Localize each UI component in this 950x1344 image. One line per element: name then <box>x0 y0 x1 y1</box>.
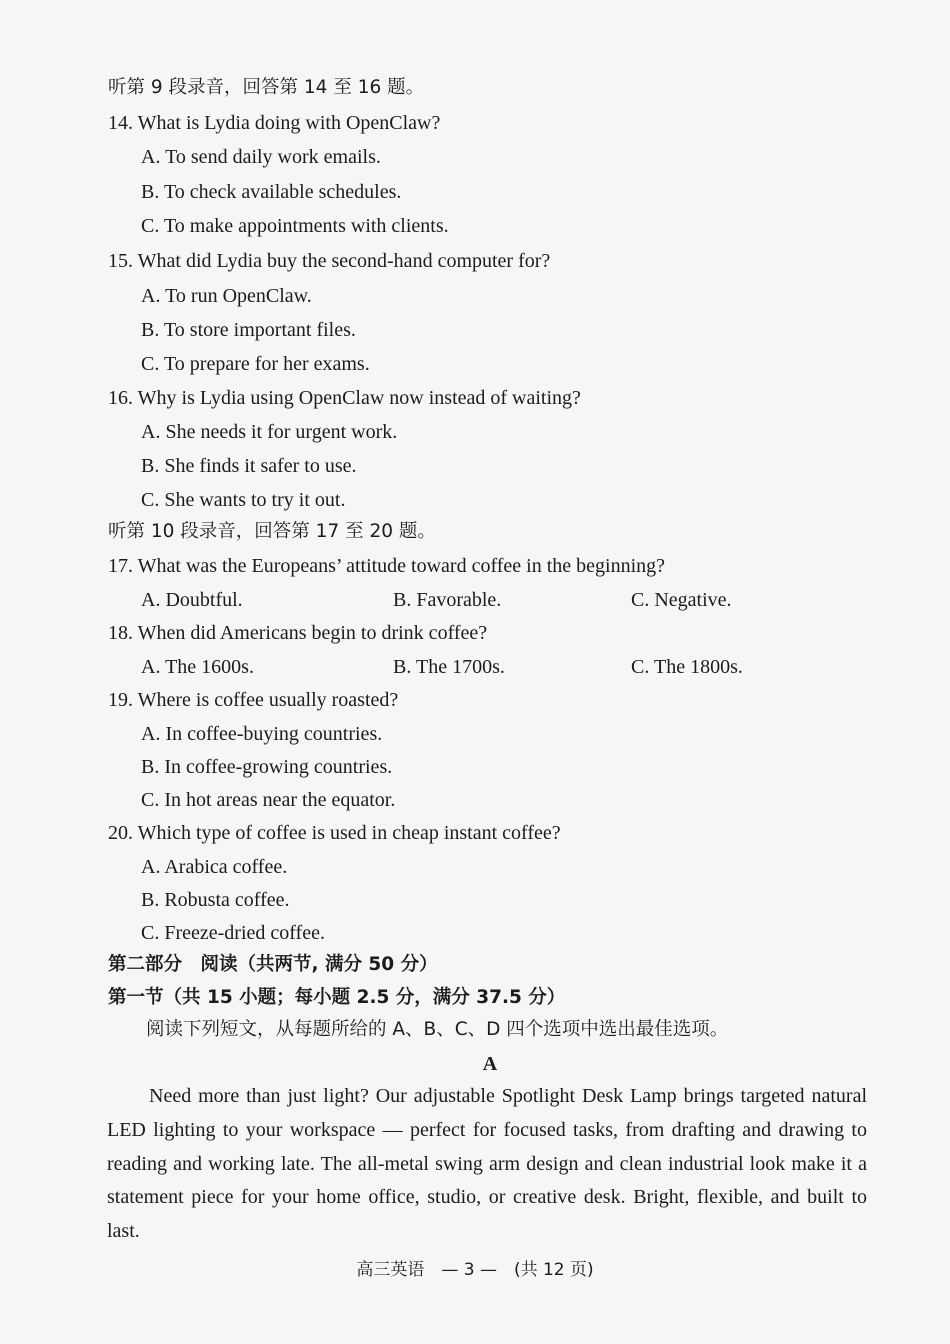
question-number: 17. <box>108 555 133 577</box>
part-two-title: 第二部分 阅读（共两节, 满分 50 分） <box>108 954 438 975</box>
reading-instruction: 阅读下列短文，从每题所给的 A、B、C、D 四个选项中选出最佳选项。 <box>146 1019 729 1040</box>
listening-section-header: 听第 9 段录音，回答第 14 至 16 题。 <box>108 77 425 98</box>
option-14-a: A. To send daily work emails. <box>141 146 381 168</box>
question-text: What was the Europeans’ attitude toward coffee in the beginning? <box>137 555 666 577</box>
question-14 <box>108 111 440 135</box>
option-14-b: B. To check available schedules. <box>141 181 402 203</box>
question-text: When did Americans begin to drink coffee? <box>137 622 488 644</box>
option-19-c: C. In hot areas near the equator. <box>141 789 396 811</box>
option-20-b: B. Robusta coffee. <box>141 889 290 911</box>
option-18-c: C. The 1800s. <box>631 656 743 678</box>
question-text: What is Lydia doing with OpenClaw? <box>137 112 441 134</box>
option-18-a: A. The 1600s. <box>141 656 254 678</box>
option-15-a: A. To run OpenClaw. <box>141 285 312 307</box>
option-14-c: C. To make appointments with clients. <box>141 215 449 237</box>
listening-section-header: 听第 10 段录音，回答第 17 至 20 题。 <box>108 521 436 542</box>
passage-label: A <box>482 1053 498 1075</box>
page-footer: 高三英语 — 3 — (共 12 页) <box>356 1260 594 1280</box>
question-15 <box>108 249 550 273</box>
question-18 <box>108 621 487 645</box>
question-number: 20. <box>108 822 133 844</box>
question-number: 19. <box>108 689 133 711</box>
question-number: 18. <box>108 622 133 644</box>
option-19-b: B. In coffee-growing countries. <box>141 756 393 778</box>
question-number: 15. <box>108 250 133 272</box>
question-number: 16. <box>108 387 133 409</box>
option-16-c: C. She wants to try it out. <box>141 489 346 511</box>
question-text: Where is coffee usually roasted? <box>137 689 399 711</box>
option-17-c: C. Negative. <box>631 589 732 611</box>
option-17-a: A. Doubtful. <box>141 589 243 611</box>
option-15-c: C. To prepare for her exams. <box>141 353 370 375</box>
question-text: Why is Lydia using OpenClaw now instead of waiting? <box>137 387 581 409</box>
option-15-b: B. To store important files. <box>141 319 356 341</box>
question-16 <box>108 386 581 410</box>
question-17 <box>108 554 665 578</box>
option-18-b: B. The 1700s. <box>393 656 505 678</box>
option-16-b: B. She finds it safer to use. <box>141 455 357 477</box>
option-19-a: A. In coffee-buying countries. <box>141 723 383 745</box>
section-one-title: 第一节（共 15 小题；每小题 2.5 分，满分 37.5 分） <box>108 987 566 1008</box>
option-16-a: A. She needs it for urgent work. <box>141 421 398 443</box>
passage-paragraph: Need more than just light? Our adjustable Spotlight Desk Lamp brings targeted natural LED lighting to your workspace — perfect for focused tasks, from drafting and drawing to reading and working late. The all-metal swing arm design and clean industrial look make it a statement piece for your home office, studio, or creative desk. Bright, flexible, and built to last. <box>107 1085 867 1243</box>
question-20 <box>108 821 561 845</box>
option-20-c: C. Freeze-dried coffee. <box>141 922 325 944</box>
option-20-a: A. Arabica coffee. <box>141 856 288 878</box>
option-17-b: B. Favorable. <box>393 589 502 611</box>
question-number: 14. <box>108 112 133 134</box>
question-19 <box>108 688 398 712</box>
question-text: Which type of coffee is used in cheap instant coffee? <box>137 822 561 844</box>
question-text: What did Lydia buy the second-hand computer for? <box>137 250 551 272</box>
